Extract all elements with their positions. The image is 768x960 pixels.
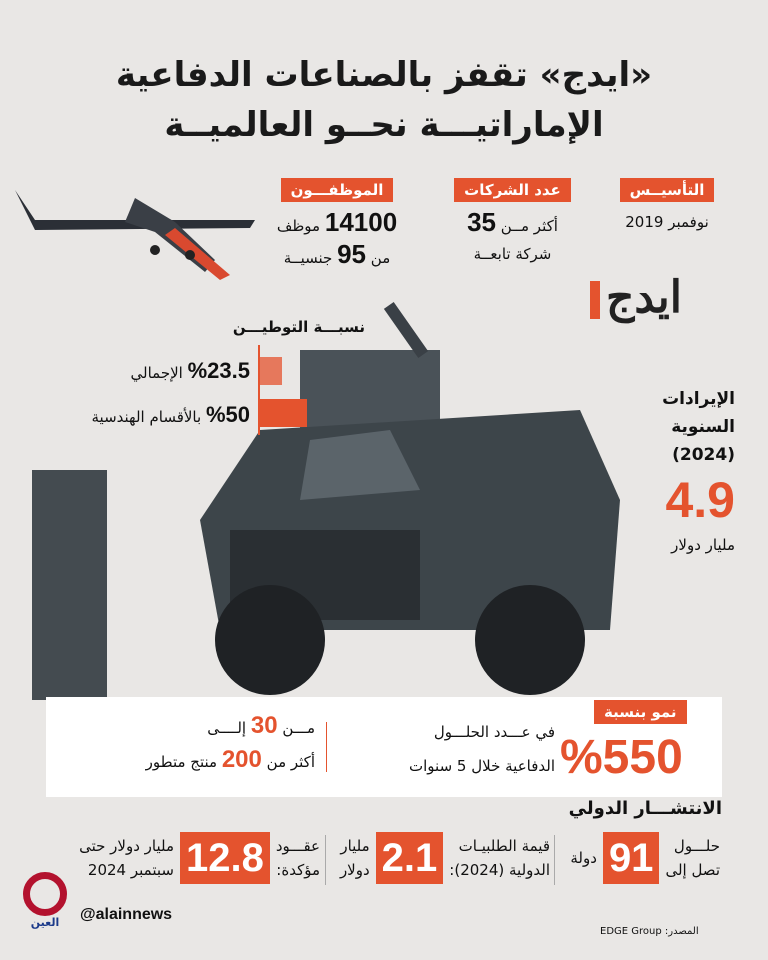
countries-text1: حلـــول (673, 837, 720, 855)
contracts-unit1: مليار دولار حتى (79, 837, 174, 855)
from-number: 30 (250, 712, 278, 739)
orders-text2: الدولية (2024): (449, 861, 550, 879)
intl-contracts (40, 832, 320, 884)
employees-suffix: جنسيــة (283, 249, 333, 267)
companies-number: 35 (467, 207, 496, 237)
founding-block (612, 178, 722, 236)
employees-block (262, 178, 412, 272)
contracts-unit2: سبتمبر 2024 (87, 861, 174, 879)
to-number: 200 (221, 746, 262, 773)
intl-orders (330, 832, 550, 884)
title-line-2: الإماراتيـــة نحــو العالميــة (164, 105, 604, 145)
countries-number: 91 (603, 832, 660, 884)
emiratization-row-total (40, 357, 250, 387)
to-suffix: منتج متطور (145, 753, 218, 771)
founding-value: نوفمبر 2019 (625, 213, 709, 231)
revenue-unit: مليار دولار (671, 536, 735, 554)
emiratization-block (40, 318, 365, 336)
revenue-label1: الإيرادات (662, 389, 735, 409)
growth-tag: نمو بنسبة (594, 700, 687, 724)
orders-unit2: دولار (339, 861, 370, 879)
nationalities-number: 95 (337, 239, 366, 269)
value-total: %23.5 (187, 358, 250, 383)
alain-logo (20, 872, 70, 932)
label-engineering: بالأقسام الهندسية (91, 408, 202, 426)
from-suffix: إلــــى (207, 719, 247, 737)
growth-line2: الدفاعية خلال 5 سنوات (409, 757, 555, 775)
countries-text2: تصل إلى (665, 861, 720, 879)
orders-number: 2.1 (376, 832, 444, 884)
companies-block (450, 178, 575, 268)
emiratization-title: نسبـــة التوطيـــن (232, 318, 365, 336)
land-systems-sign (32, 470, 107, 700)
revenue-label2: السنوية (671, 417, 735, 437)
products-growth (110, 712, 315, 776)
revenue-block (620, 385, 735, 559)
employees-prefix: من (370, 249, 391, 267)
countries-unit: دولة (570, 849, 597, 867)
bar-total (260, 357, 282, 385)
title-line-1: «ايدج» تقفز بالصناعات الدفاعية (115, 55, 653, 95)
source-value: EDGE Group (600, 926, 662, 937)
employees-unit: موظف (276, 217, 321, 235)
revenue-year: (2024) (672, 445, 735, 465)
brand-text: العين (30, 916, 60, 929)
orders-unit1: مليار (340, 837, 370, 855)
value-engineering: %50 (205, 402, 250, 427)
source (600, 926, 699, 937)
companies-tag: عدد الشركات (454, 178, 571, 202)
revenue-value: 4.9 (665, 472, 735, 528)
founding-tag: التأسيــس (620, 178, 715, 202)
bar-engineering (260, 399, 307, 427)
social-handle: @alainnews (80, 906, 173, 923)
companies-prefix: أكثر مــن (500, 217, 558, 235)
employees-tag: الموظفـــون (281, 178, 394, 202)
drone-image (5, 180, 265, 290)
contracts-text2: مؤكدة: (276, 861, 320, 879)
companies-suffix: شركة تابعــة (473, 245, 552, 263)
growth-line1: في عـــدد الحلـــول (433, 723, 555, 741)
logo-text: ايدج (606, 273, 682, 322)
intl-countries (560, 832, 720, 884)
page-title (0, 50, 768, 150)
growth-description (380, 718, 555, 780)
contracts-number: 12.8 (180, 832, 270, 884)
international-title: الانتشـــار الدولي (568, 798, 722, 819)
growth-value: %550 (560, 731, 683, 784)
emiratization-row-engineering (40, 401, 250, 431)
contracts-text1: عقـــود (275, 837, 320, 855)
to-prefix: أكثر من (266, 753, 315, 771)
orders-text1: قيمة الطلبيـات (458, 837, 550, 855)
label-total: الإجمالي (130, 364, 183, 382)
employees-number: 14100 (324, 207, 398, 237)
source-label: المصدر: (664, 926, 699, 937)
from-prefix: مـــن (282, 719, 315, 737)
